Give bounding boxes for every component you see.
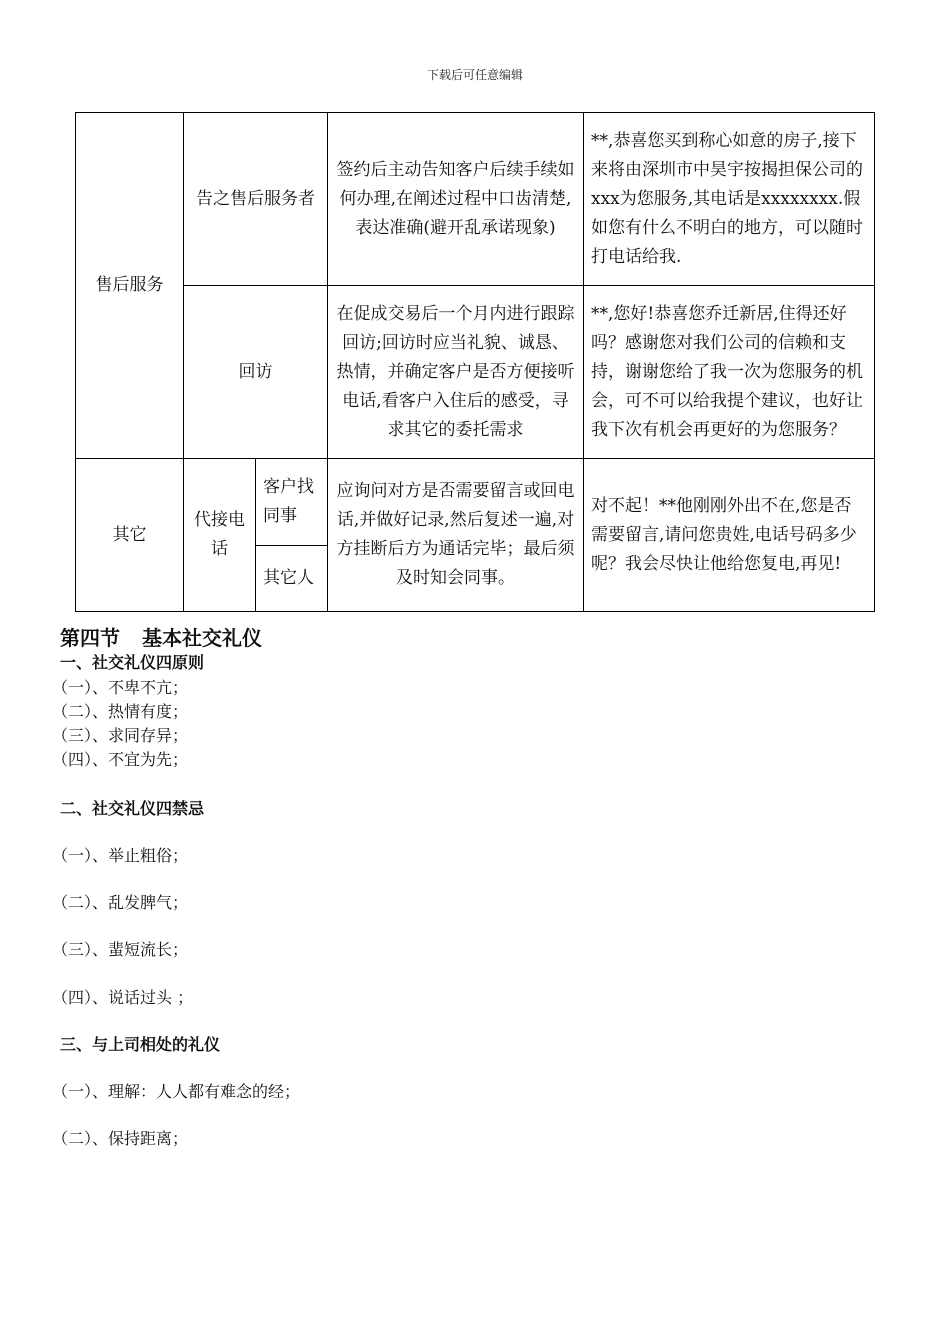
item-inform-service: 告之售后服务者 [184,113,328,286]
section-heading [60,622,284,651]
category-after-sales: 售后服务 [76,113,184,459]
list-item: （二）、保持距离； [52,1129,189,1148]
requirement-cell: 应询问对方是否需要留言或回电话,并做好记录,然后复述一遍,对方挂断后方为通话完毕；最后须及时知会同事。 [328,459,584,612]
item-answer-phone: 代接电话 [184,459,256,612]
requirement-cell: 在促成交易后一个月内进行跟踪回访;回访时应当礼貌、诚恳、热情，并确定客户是否方便接听电话,看客户入住后的感受，寻求其它的委托需求 [328,286,584,459]
subsection-title: 三、与上司相处的礼仪 [60,1035,221,1054]
script-cell: **,您好!恭喜您乔迁新居,住得还好吗？感谢您对我们公司的信赖和支持，谢谢您给了我一次为您服务的机会，可不可以给我提个建议，也好让我下次有机会再更好的为您服务？ [584,286,875,459]
sub-item-other-person: 其它人 [256,546,328,612]
list-item: （二）、乱发脾气； [52,893,189,912]
list-item: （三）、求同存异； [52,726,189,745]
item-follow-up-visit: 回访 [184,286,328,459]
table-row [76,113,875,286]
script-cell: **,恭喜您买到称心如意的房子,接下来将由深圳市中昊宇按揭担保公司的xxx为您服务,其电话是xxxxxxxx.假如您有什么不明白的地方，可以随时打电话给我. [584,113,875,286]
script-cell: 对不起！**他刚刚外出不在,您是否需要留言,请问您贵姓,电话号码多少呢？我会尽快让他给您复电,再见! [584,459,875,612]
requirement-cell: 签约后主动告知客户后续手续如何办理,在阐述过程中口齿清楚,表达准确(避开乱承诺现象) [328,113,584,286]
service-etiquette-table [75,112,875,612]
table-row [76,286,875,459]
list-item: （四）、不宜为先； [52,750,189,769]
list-item: （一）、理解：人人都有难念的经； [52,1082,301,1101]
list-item: （三）、蜚短流长； [52,940,189,959]
table-row [76,459,875,546]
page-header: 下载后可任意编辑 [426,68,523,82]
sub-item-customer-colleague: 客户找同事 [256,459,328,546]
section-number: 第四节 [60,626,120,650]
subsection-title: 一、社交礼仪四原则 [60,653,205,672]
section-title: 基本社交礼仪 [142,626,262,650]
list-item: （二）、热情有度； [52,702,189,721]
category-other: 其它 [76,459,184,612]
list-item: （一）、不卑不亢； [52,678,189,697]
list-item: （一）、举止粗俗； [52,846,189,865]
list-item: （四）、说话过头 ； [52,988,194,1007]
subsection-title: 二、社交礼仪四禁忌 [60,799,205,818]
